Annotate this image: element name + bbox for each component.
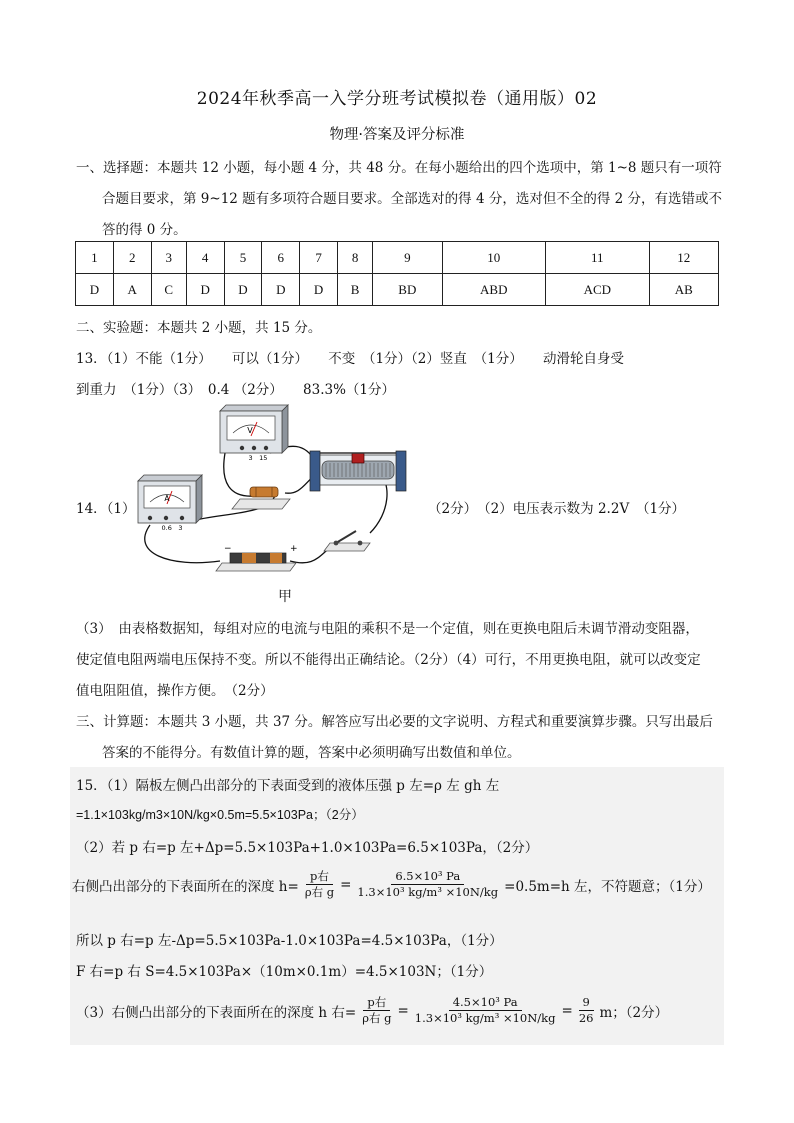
question-number: 8 (337, 242, 372, 274)
fraction-numerator: p右 (306, 869, 333, 885)
answer-table-answer-row (76, 274, 719, 306)
ammeter-icon (138, 475, 202, 523)
rheostat-icon (310, 451, 406, 491)
document-subtitle: 物理·答案及评分标准 (329, 127, 465, 143)
q15-line4: 右侧凸出部分的下表面所在的深度 h= $\frac{\text{p右}}{\text{ρ右 g}}$ = $\frac{\text{6.5×10³ Pa}}{\text{1.3×10³ kg/m³ ×10N/kg}}$ =0.5m=h 左，不符题意；（1分） (72, 869, 711, 899)
battery-plus-label: + (290, 544, 298, 554)
q15-line3: （2）若 p 右=p 左+Δp=5.5×103Pa+1.0×103Pa=6.5×103Pa，（2分） (76, 840, 539, 856)
document-title: 2024年秋季高一入学分班考试模拟卷（通用版）02 (196, 89, 598, 109)
ammeter-terminals: 0.6 3 (161, 524, 183, 532)
answer-cell: ABD (442, 274, 546, 306)
question-number: 12 (649, 242, 718, 274)
question-number: 6 (262, 242, 300, 274)
answer-cell: D (224, 274, 262, 306)
q13-answer-line2: 到重力 （1分）（3） 0.4 （2分） 83.3%（1分） (76, 382, 396, 398)
fraction-p-over-rho-g (301, 869, 338, 900)
fraction-denominator: 26 (578, 1011, 594, 1025)
section1-instructions-line2: 合题目要求，第 9~12 题有多项符合题目要求。全部选对的得 4 分，选对但不全的得 2 分，有选错或不 (102, 191, 723, 207)
fraction-numerator: p右 (363, 995, 390, 1011)
fraction-denominator: 1.3×10³ kg/m³ ×10N/kg (414, 1011, 556, 1025)
fraction-denominator: 1.3×10³ kg/m³ ×10N/kg (357, 885, 499, 899)
resistor-icon (232, 487, 290, 509)
answer-cell: D (76, 274, 114, 306)
voltmeter-icon (220, 405, 288, 453)
q15-line7-suffix: m；（2分） (599, 1004, 669, 1021)
battery-minus-label: − (224, 544, 232, 554)
question-number: 5 (224, 242, 262, 274)
answer-cell: A (113, 274, 151, 306)
q15-line6: F 右=p 右 S=4.5×103Pa×（10m×0.1m）=4.5×103N；（1分） (76, 964, 493, 980)
switch-icon (324, 531, 370, 551)
question-number: 4 (186, 242, 224, 274)
q15-line4-prefix: 右侧凸出部分的下表面所在的深度 h= (72, 878, 299, 895)
question-number: 11 (546, 242, 650, 274)
answer-table-number-row (76, 242, 719, 274)
fraction-denominator: ρ右 g (304, 885, 335, 899)
q15-line4-result: =0.5m=h 左，不符题意；（1分） (504, 878, 711, 895)
fraction-numerator: 4.5×10³ Pa (449, 995, 522, 1011)
answer-cell: ACD (546, 274, 650, 306)
answer-cell: BD (373, 274, 442, 306)
q13-answer-line1: 13．（1）不能（1分） 可以（1分） 不变 （1分）（2）竖直 （1分） 动滑轮自身受 (76, 351, 624, 367)
q14-answer-line5: 值电阻阻值，操作方便。 （2分） (76, 683, 274, 699)
question-number: 10 (442, 242, 546, 274)
section2-heading: 二、实验题：本题共 2 小题，共 15 分。 (76, 320, 322, 336)
answer-cell: D (300, 274, 338, 306)
q15-line7: （3）右侧凸出部分的下表面所在的深度 h 右= $\frac{\text{p右}}{\text{ρ右 g}}$ = $\frac{\text{4.5×10³ Pa}}{\text{1.3×10³ kg/m³ ×10N/kg}}$ = $\frac{9}{26}$ m；（2分） (76, 995, 669, 1025)
fraction-value (353, 869, 502, 900)
ammeter-symbol: A (164, 494, 170, 503)
circuit-diagram (130, 403, 420, 583)
question-number: 2 (113, 242, 151, 274)
voltmeter-symbol: V (247, 426, 253, 435)
q14-answer-line3: （3） 由表格数据知，每组对应的电流与电阻的乘积不是一个定值，则在更换电阻后未调节滑动变阻器， (76, 621, 699, 637)
q14-answer-line4: 使定值电阻两端电压保持不变。所以不能得出正确结论。（2分）（4）可行，不用更换电阻，就可以改变定 (76, 652, 701, 668)
answer-cell: C (151, 274, 186, 306)
q15-line2: =1.1×103kg/m3×10N/kg×0.5m=5.5×103Pa；（2分） (76, 808, 364, 822)
q15-line7-prefix: （3）右侧凸出部分的下表面所在的深度 h 右= (76, 1004, 357, 1021)
answer-cell: B (337, 274, 372, 306)
fraction-denominator: ρ右 g (362, 1011, 392, 1025)
fraction-value (411, 995, 560, 1026)
section1-instructions-line3: 答的得 0 分。 (102, 222, 187, 238)
question-number: 7 (300, 242, 338, 274)
fraction-numerator: 6.5×10³ Pa (391, 869, 464, 885)
voltmeter-terminals: 3 15 (248, 454, 268, 462)
figure-label: 甲 (278, 589, 292, 605)
answer-table (75, 241, 719, 306)
section3-instructions-line1: 三、计算题：本题共 3 小题，共 37 分。解答应写出必要的文字说明、方程式和重要演算步骤。只写出最后 (76, 714, 713, 730)
battery-icon (216, 553, 296, 571)
fraction-result (575, 995, 598, 1026)
section3-instructions-line2: 答案的不能得分。有数值计算的题，答案中必须明确写出数值和单位。 (102, 745, 521, 761)
fraction-p-over-rho-g (358, 995, 395, 1026)
question-number: 3 (151, 242, 186, 274)
q15-line1: 15．（1）隔板左侧凸出部分的下表面受到的液体压强 p 左=ρ 左 gh 左 (76, 778, 500, 794)
answer-cell: D (262, 274, 300, 306)
q14-prefix: 14．（1） (76, 501, 136, 517)
q15-line5: 所以 p 右=p 左-Δp=5.5×103Pa-1.0×103Pa=4.5×103Pa，（1分） (76, 933, 503, 949)
section1-instructions-line1: 一、选择题：本题共 12 小题，每小题 4 分，共 48 分。在每小题给出的四个选项中，第 1~8 题只有一项符 (76, 160, 722, 176)
fraction-numerator: 9 (579, 995, 594, 1011)
answer-cell: D (186, 274, 224, 306)
q14-line1-suffix: （2分） （2）电压表示数为 2.2V （1分） (428, 501, 686, 517)
answer-cell: AB (649, 274, 718, 306)
question-number: 9 (373, 242, 442, 274)
question-number: 1 (76, 242, 114, 274)
